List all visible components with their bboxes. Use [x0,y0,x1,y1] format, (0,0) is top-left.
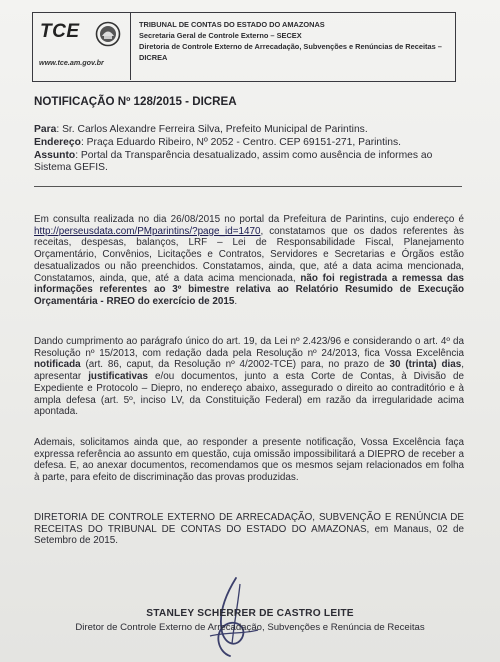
p2-text-1: Dando cumprimento ao parágrafo único do art. 19, da Lei nº 2.423/96 e considerando o art. 4º da Resolução nº 15/2013, com redação dada pela Resolução nº 24/2013, fica Vossa Excelência [34,336,464,359]
directorate-name: Diretoria de Controle Externo de Arrecadação, Subvenções e Renúncias de Receitas – DICREA [139,42,442,62]
signatory-role: Diretor de Controle Externo de Arrecadação, Subvenções e Renúncia de Receitas [75,622,425,633]
p2-text-4: e/ou documentos, junto a esta Corte de Contas, à Divisão de Expediente e Protocolo – Diepro, no endereço abaixo, assegurado o direito ao contraditório e à ampla defesa (art. 5º, inciso LV, da Constituição Federal) em razão da irregularidade acima apontada. [34,371,464,418]
paragraph-consulta [34,214,464,308]
logo-block [33,13,131,80]
p2-bold-justificativas: justificativas [88,371,149,383]
p2-bold-notificada: notificada [34,359,81,371]
p1-text-2: , constatamos que os dados referentes às receitas, despesas, balanços, LRF – Lei de Responsabilidade Fiscal, Planejamento Orçamentário, Convênios, Licitações e Contratos, Servidores e Secretarias e Órgãos estão desatualizados ou não preenchidos. Constatamos, ainda, que, até a data acima mencionada, Constatamos, ainda, que, até a data acima mencionada, [34,225,464,284]
p2-text-2: (art. 86, caput, da Resolução nº 4/2002-TCE) para, no prazo de [80,359,390,371]
seal-icon [95,21,121,47]
p1-text-1: Em consulta realizada no dia 26/08/2015 no portal da Prefeitura de Parintins, cujo endereço é [34,214,464,225]
secretariat-name: Secretaria Geral de Controle Externo – SECEX [139,31,302,40]
address-line [34,137,462,149]
endereco-label: Endereço [34,137,81,148]
institution-name: TRIBUNAL DE CONTAS DO ESTADO DO AMAZONAS [139,20,325,29]
website-url: www.tce.am.gov.br [39,58,104,67]
paragraph-closing [34,512,464,547]
letterhead-text [139,19,449,63]
portal-link[interactable]: http://perseusdata.com/PMparintins/?page_id=1470 [34,225,261,237]
closing-date: , em Manaus, 02 de Setembro de 2015. [34,523,464,547]
paragraph-notificacao [34,336,464,418]
letterhead [32,12,456,82]
p1-text-3: . [234,295,238,307]
closing-directorate: DIRETORIA DE CONTROLE EXTERNO DE ARRECADAÇÃO, SUBVENÇÃO E RENÚNCIA DE RECEITAS DO TRIBUNAL DE CONTAS DO ESTADO DO AMAZONAS [34,512,464,535]
para-label: Para [34,124,57,135]
assunto-label: Assunto [34,150,76,161]
p2-text-3: , apresentar [34,359,464,383]
subject-line [34,150,462,174]
assunto-value: : Portal da Transparência desatualizado, assim como ausência de informes ao Sistema GEFIS. [34,150,433,174]
recipient-line [34,124,462,136]
divider [34,186,462,187]
endereco-value: : Praça Eduardo Ribeiro, Nº 2052 - Centro. CEP 69151-271, Parintins. [80,137,402,148]
logo-text: TCE [40,21,80,42]
paragraph-ademais: Ademais, solicitamos ainda que, ao responder a presente notificação, Vossa Excelência faça expressa referência ao assunto em questão, cuja omissão impossibilitará a DIEPRO de receber a defesa. E, ao anexar documentos, recomendamos que os mesmos sejam relacionados em folha à parte, para efeito de discriminação das provas produzidas. [34,437,464,484]
p2-bold-prazo: 30 (trinta) dias [389,359,462,371]
signatory-name: STANLEY SCHERRER DE CASTRO LEITE [146,608,354,619]
notification-title: NOTIFICAÇÃO Nº 128/2015 - DICREA [34,95,237,108]
p1-highlight: não foi registrada a remessa das informações referentes ao 3º bimestre relativa ao Relatório Resumido de Execução Orçamentária - RREO do exercício de 2015 [34,272,465,307]
para-value: : Sr. Carlos Alexandre Ferreira Silva, Prefeito Municipal de Parintins. [56,124,368,135]
